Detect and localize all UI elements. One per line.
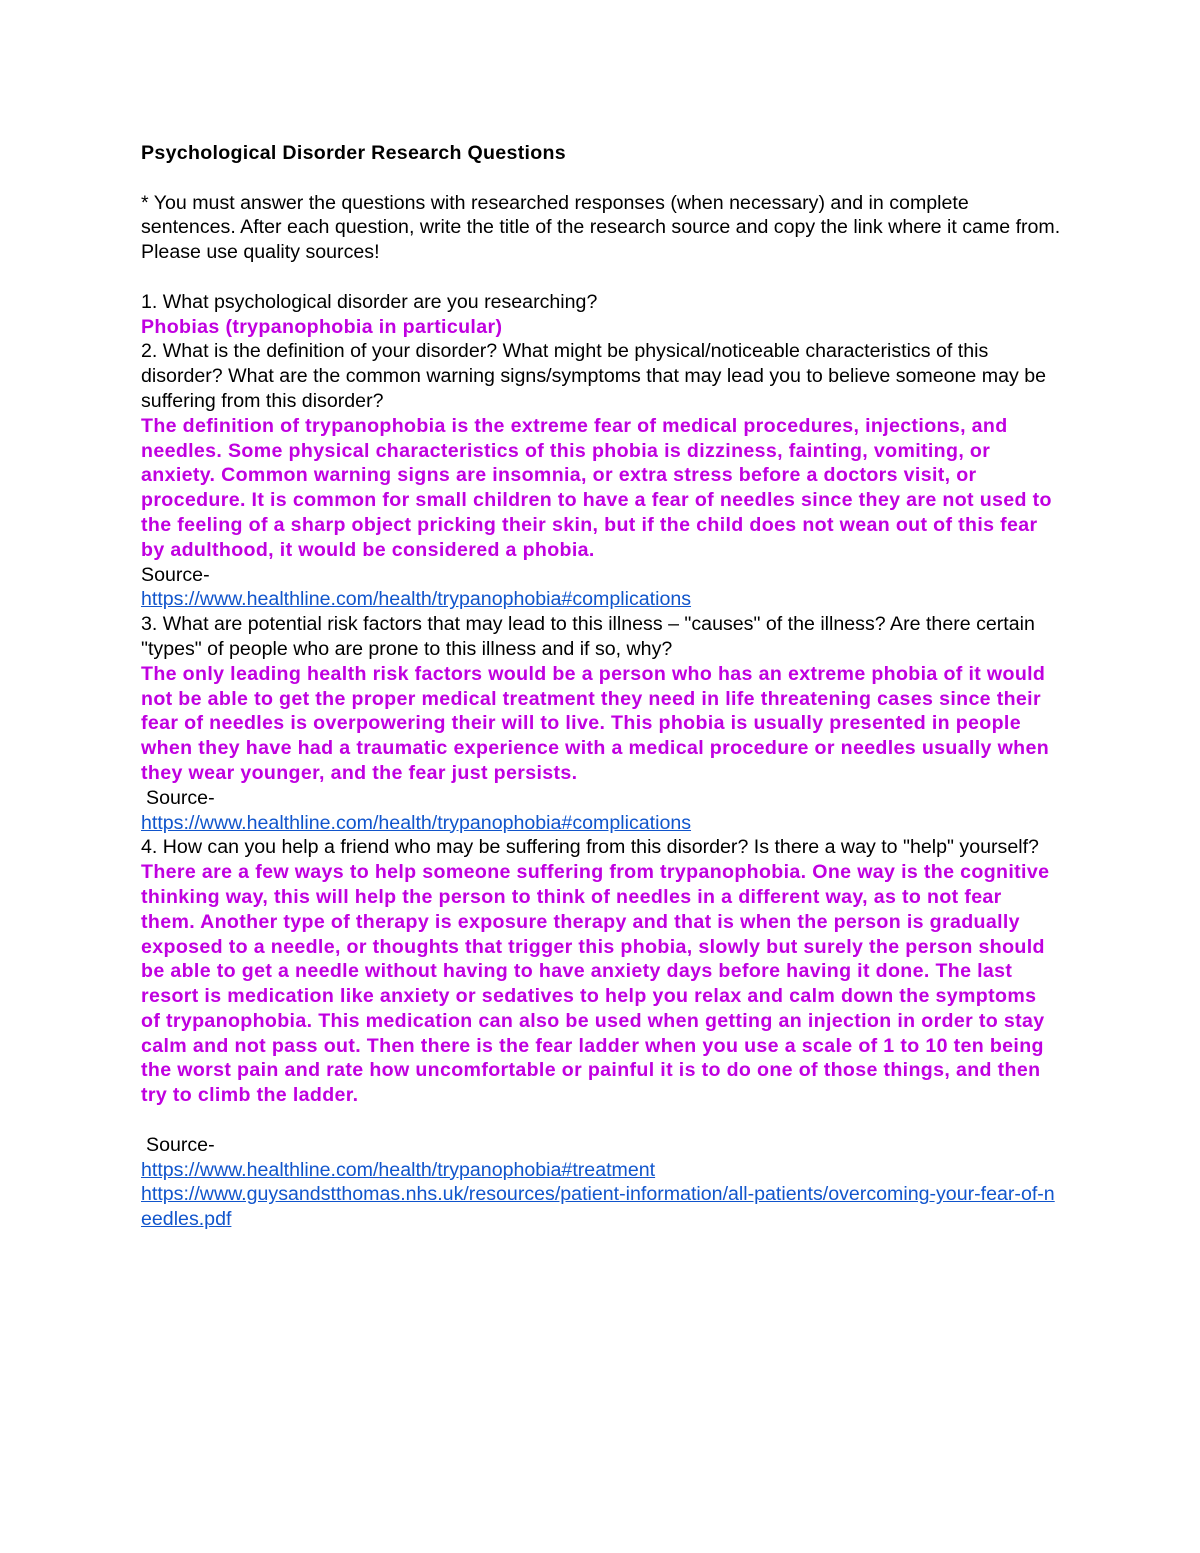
spacer xyxy=(141,1108,1061,1133)
spacer xyxy=(141,166,1061,191)
document-title: Psychological Disorder Research Questions xyxy=(141,142,567,164)
question-4: 4. How can you help a friend who may be suffering from this disorder? Is there a way to "help" yourself? xyxy=(141,836,1039,859)
answer-4: There are a few ways to help someone suffering from trypanophobia. One way is the cognitive thinking way, this will help the person to think of needles in a different way, as to not fear them. Another type of therapy is exposure therapy and that is when the person is gradually exposed to a needle, or thoughts that trigger this phobia, slowly but surely the person should be able to get a needle without having to have anxiety days before having it done. The last resort is medication like anxiety or sedatives to help you relax and calm down the symptoms of trypanophobia. This medication can also be used when getting an injection in order to stay calm and not pass out. Then there is the fear ladder when you use a scale of 1 to 10 ten being the worst pain and rate how uncomfortable or painful it is to do one of those things, and then try to climb the ladder. xyxy=(141,861,1050,1107)
question-3: 3. What are potential risk factors that may lead to this illness – "causes" of the illness? Are there certain "types" of people who are prone to this illness and if so, why? xyxy=(141,613,1035,660)
source-link-4b[interactable]: https://www.guysandstthomas.nhs.uk/resources/patient-information/all-patients/overcoming-your-fear-of-needles.pdf xyxy=(141,1183,1055,1231)
instructions-text: * You must answer the questions with researched responses (when necessary) and in complete sentences. After each question, write the title of the research source and copy the link where it came from. Please use quality sources! xyxy=(141,191,1061,264)
source-link-3[interactable]: https://www.healthline.com/health/trypanophobia#complications xyxy=(141,811,692,834)
question-1: 1. What psychological disorder are you researching? xyxy=(141,290,598,313)
answer-3: The only leading health risk factors would be a person who has an extreme phobia of it would not be able to get the proper medical treatment they need in life threatening cases since their fear of needles is overpowering their will to live. This phobia is usually presented in people when they have had a traumatic experience with a medical procedure or needles usually when they wear younger, and the fear just persists. xyxy=(141,662,1050,784)
document-page xyxy=(141,141,1061,1232)
answer-2: The definition of trypanophobia is the extreme fear of medical procedures, injections, and needles. Some physical characteristics of this phobia is dizziness, fainting, vomiting, or anxiety. Common warning signs are insomnia, or extra stress before a doctors visit, or procedure. It is common for small children to have a fear of needles since they are not used to the feeling of a sharp object pricking their skin, but if the child does not wean out of this fear by adulthood, it would be considered a phobia. xyxy=(141,414,1052,561)
source-label-4: Source- xyxy=(146,1133,215,1156)
source-label-2: Source- xyxy=(141,563,210,586)
source-link-2[interactable]: https://www.healthline.com/health/trypanophobia#complications xyxy=(141,588,692,611)
spacer xyxy=(141,265,1061,290)
question-2: 2. What is the definition of your disorder? What might be physical/noticeable characteristics of this disorder? What are the common warning signs/symptoms that may lead you to believe someone may be suffering from this disorder? xyxy=(141,340,1047,412)
answer-1: Phobias (trypanophobia in particular) xyxy=(141,315,503,338)
source-label-3: Source- xyxy=(146,786,215,809)
source-link-4a[interactable]: https://www.healthline.com/health/trypanophobia#treatment xyxy=(141,1158,656,1181)
